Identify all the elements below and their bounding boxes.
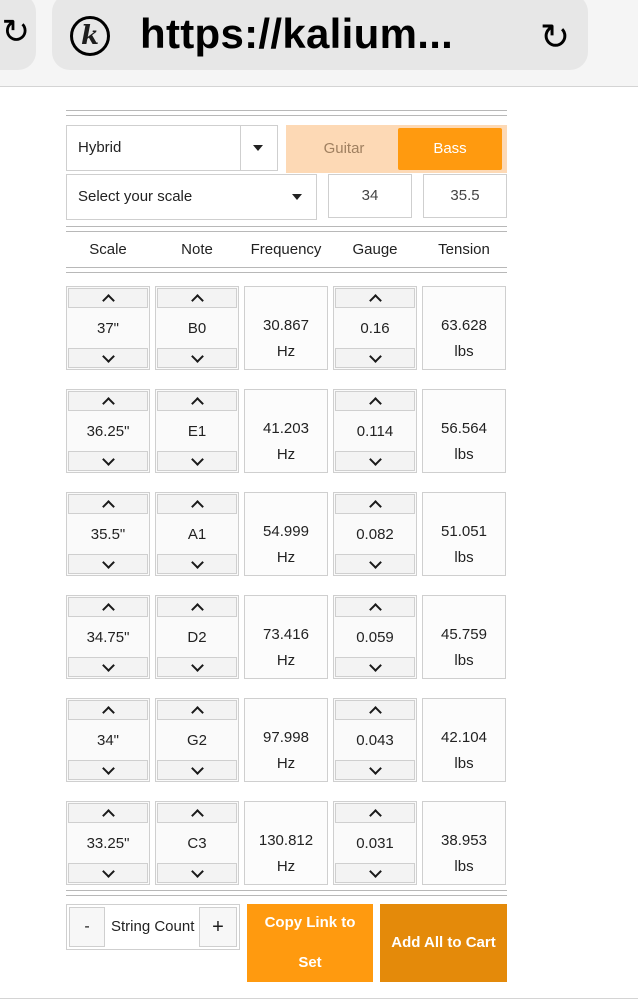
scale-down-button[interactable] [68,863,148,883]
chevron-down-icon [369,556,382,569]
chevron-up-icon [369,603,382,616]
scale-down-button[interactable] [68,348,148,368]
header-tension: Tension [438,241,490,258]
scale-up-button[interactable] [68,803,148,823]
tension-cell [422,492,506,576]
chevron-up-icon [102,294,115,307]
gauge-value: 0.031 [356,835,394,852]
tension-unit: lbs [454,446,474,463]
scale-up-button[interactable] [68,391,148,411]
note-stepper [155,595,239,679]
frequency-unit: Hz [276,549,296,566]
scale-down-button[interactable] [68,760,148,780]
tension-unit: lbs [454,652,474,669]
scale-stepper [66,595,150,679]
string-row [66,595,507,681]
tension-value: 56.564 [441,420,487,437]
note-up-button[interactable] [157,391,237,411]
string-row [66,286,507,372]
chevron-up-icon [369,706,382,719]
chevron-down-icon [369,762,382,775]
site-logo-icon [70,16,110,56]
gauge-down-button[interactable] [335,348,415,368]
tension-unit: lbs [454,755,474,772]
chevron-down-icon [369,453,382,466]
string-type-value: Hybrid [78,139,122,156]
chevron-down-icon [191,659,204,672]
note-down-button[interactable] [157,451,237,471]
gauge-down-button[interactable] [335,657,415,677]
tension-value: 51.051 [441,523,487,540]
reload-icon[interactable]: ↻ [539,16,570,57]
scale-max-input[interactable]: 35.5 [423,174,507,218]
chevron-down-icon [191,762,204,775]
scale-up-button[interactable] [68,288,148,308]
chevron-up-icon [369,294,382,307]
frequency-cell [244,801,328,885]
gauge-value: 0.059 [356,629,394,646]
chevron-up-icon [102,706,115,719]
note-up-button[interactable] [157,700,237,720]
type-row [66,125,507,171]
gauge-up-button[interactable] [335,288,415,308]
address-bar[interactable] [52,0,588,70]
gauge-value: 0.114 [356,423,394,440]
chevron-up-icon [102,397,115,410]
frequency-value: 97.998 [263,729,309,746]
gauge-value: 0.082 [356,526,394,543]
string-count-label: String Count [111,918,195,935]
tension-cell [422,389,506,473]
note-value: E1 [187,423,207,440]
scale-row [66,174,507,220]
note-up-button[interactable] [157,803,237,823]
scale-up-button[interactable] [68,597,148,617]
chevron-down-icon [191,350,204,363]
scale-value: 37" [96,320,119,337]
note-down-button[interactable] [157,863,237,883]
string-count-control [66,904,240,950]
chevron-up-icon [191,500,204,513]
divider [66,267,507,273]
tension-value: 63.628 [441,317,487,334]
scale-down-button[interactable] [68,554,148,574]
gauge-stepper [333,492,417,576]
scale-up-button[interactable] [68,700,148,720]
copy-link-label-2: Set [298,954,322,971]
decrease-strings-button[interactable]: - [69,907,105,947]
note-down-button[interactable] [157,760,237,780]
gauge-stepper [333,286,417,370]
note-stepper [155,492,239,576]
scale-stepper [66,389,150,473]
note-value: D2 [187,629,207,646]
url-text[interactable]: https://kalium... [140,10,454,57]
reload-icon[interactable]: ↻ [1,13,30,51]
back-tab-pill[interactable] [0,0,36,70]
chevron-down-icon [369,865,382,878]
frequency-cell [244,286,328,370]
gauge-up-button[interactable] [335,494,415,514]
frequency-unit: Hz [276,858,296,875]
tension-unit: lbs [454,549,474,566]
chevron-up-icon [191,706,204,719]
tension-cell [422,286,506,370]
chevron-up-icon [369,397,382,410]
note-down-button[interactable] [157,554,237,574]
divider [66,110,507,116]
header-scale: Scale [89,241,127,258]
tension-cell [422,595,506,679]
note-up-button[interactable] [157,494,237,514]
chevron-down-icon [191,453,204,466]
scale-stepper [66,698,150,782]
gauge-down-button[interactable] [335,451,415,471]
scale-value: 34" [96,732,119,749]
note-value: A1 [187,526,207,543]
string-row [66,801,507,887]
chevron-up-icon [191,294,204,307]
note-stepper [155,698,239,782]
gauge-down-button[interactable] [335,554,415,574]
header-gauge: Gauge [352,241,398,258]
scale-stepper [66,492,150,576]
scale-up-button[interactable] [68,494,148,514]
chevron-down-icon [102,350,115,363]
browser-toolbar [0,0,638,87]
tension-value: 42.104 [441,729,487,746]
frequency-value: 130.812 [258,832,314,849]
chevron-down-icon [191,556,204,569]
gauge-up-button[interactable] [335,391,415,411]
chevron-up-icon [191,603,204,616]
chevron-down-icon [102,556,115,569]
tension-value: 45.759 [441,626,487,643]
gauge-stepper [333,389,417,473]
divider [66,890,507,896]
add-all-to-cart-button[interactable]: Add All to Cart [380,904,507,982]
gauge-up-button[interactable] [335,803,415,823]
frequency-value: 73.416 [263,626,309,643]
chevron-up-icon [102,500,115,513]
gauge-stepper [333,595,417,679]
frequency-unit: Hz [276,755,296,772]
note-stepper [155,286,239,370]
gauge-up-button[interactable] [335,597,415,617]
note-down-button[interactable] [157,348,237,368]
chevron-up-icon [369,500,382,513]
frequency-unit: Hz [276,343,296,360]
chevron-down-icon [369,350,382,363]
scale-select-value: Select your scale [78,188,193,205]
frequency-cell [244,492,328,576]
scale-value: 36.25" [86,423,130,440]
header-frequency: Frequency [250,241,322,258]
string-row [66,492,507,578]
chevron-up-icon [102,603,115,616]
note-value: C3 [187,835,207,852]
frequency-value: 41.203 [263,420,309,437]
note-down-button[interactable] [157,657,237,677]
logo-letter: k [80,21,99,51]
chevron-up-icon [191,809,204,822]
gauge-stepper [333,698,417,782]
bass-option[interactable]: Bass [398,128,502,170]
chevron-down-icon [102,453,115,466]
string-row [66,698,507,784]
frequency-value: 30.867 [263,317,309,334]
gauge-up-button[interactable] [335,700,415,720]
scale-select[interactable] [66,174,317,220]
frequency-cell [244,698,328,782]
tension-cell [422,801,506,885]
guitar-option[interactable]: Guitar [323,140,365,157]
increase-strings-button[interactable]: + [199,907,237,947]
instrument-toggle [286,125,507,173]
chevron-up-icon [191,397,204,410]
string-row [66,389,507,475]
divider [66,226,507,232]
string-type-select[interactable] [66,125,278,171]
chevron-up-icon [369,809,382,822]
note-up-button[interactable] [157,288,237,308]
scale-value: 33.25" [86,835,130,852]
gauge-value: 0.043 [356,732,394,749]
scale-down-button[interactable] [68,657,148,677]
gauge-value: 0.16 [360,320,390,337]
divider [0,998,638,999]
frequency-unit: Hz [276,652,296,669]
tension-cell [422,698,506,782]
header-note: Note [181,241,213,258]
frequency-cell [244,389,328,473]
chevron-down-icon [102,762,115,775]
frequency-value: 54.999 [263,523,309,540]
caret-down-icon [253,145,263,151]
scale-stepper [66,801,150,885]
note-value: G2 [186,732,207,749]
note-up-button[interactable] [157,597,237,617]
copy-link-button[interactable] [247,904,373,982]
chevron-down-icon [102,659,115,672]
chevron-down-icon [369,659,382,672]
gauge-down-button[interactable] [335,760,415,780]
caret-down-icon [292,194,302,200]
frequency-cell [244,595,328,679]
frequency-unit: Hz [276,446,296,463]
chevron-up-icon [102,809,115,822]
gauge-down-button[interactable] [335,863,415,883]
string-tension-calculator [66,110,507,971]
copy-link-label: Copy Link to [264,914,356,931]
gauge-stepper [333,801,417,885]
scale-value: 35.5" [90,526,126,543]
table-header [66,234,507,266]
scale-down-button[interactable] [68,451,148,471]
tension-unit: lbs [454,343,474,360]
tension-unit: lbs [454,858,474,875]
chevron-down-icon [102,865,115,878]
scale-min-input[interactable]: 34 [328,174,412,218]
tension-value: 38.953 [441,832,487,849]
chevron-down-icon [191,865,204,878]
note-value: B0 [187,320,207,337]
scale-value: 34.75" [86,629,130,646]
note-stepper [155,801,239,885]
divider [240,126,241,170]
scale-stepper [66,286,150,370]
note-stepper [155,389,239,473]
